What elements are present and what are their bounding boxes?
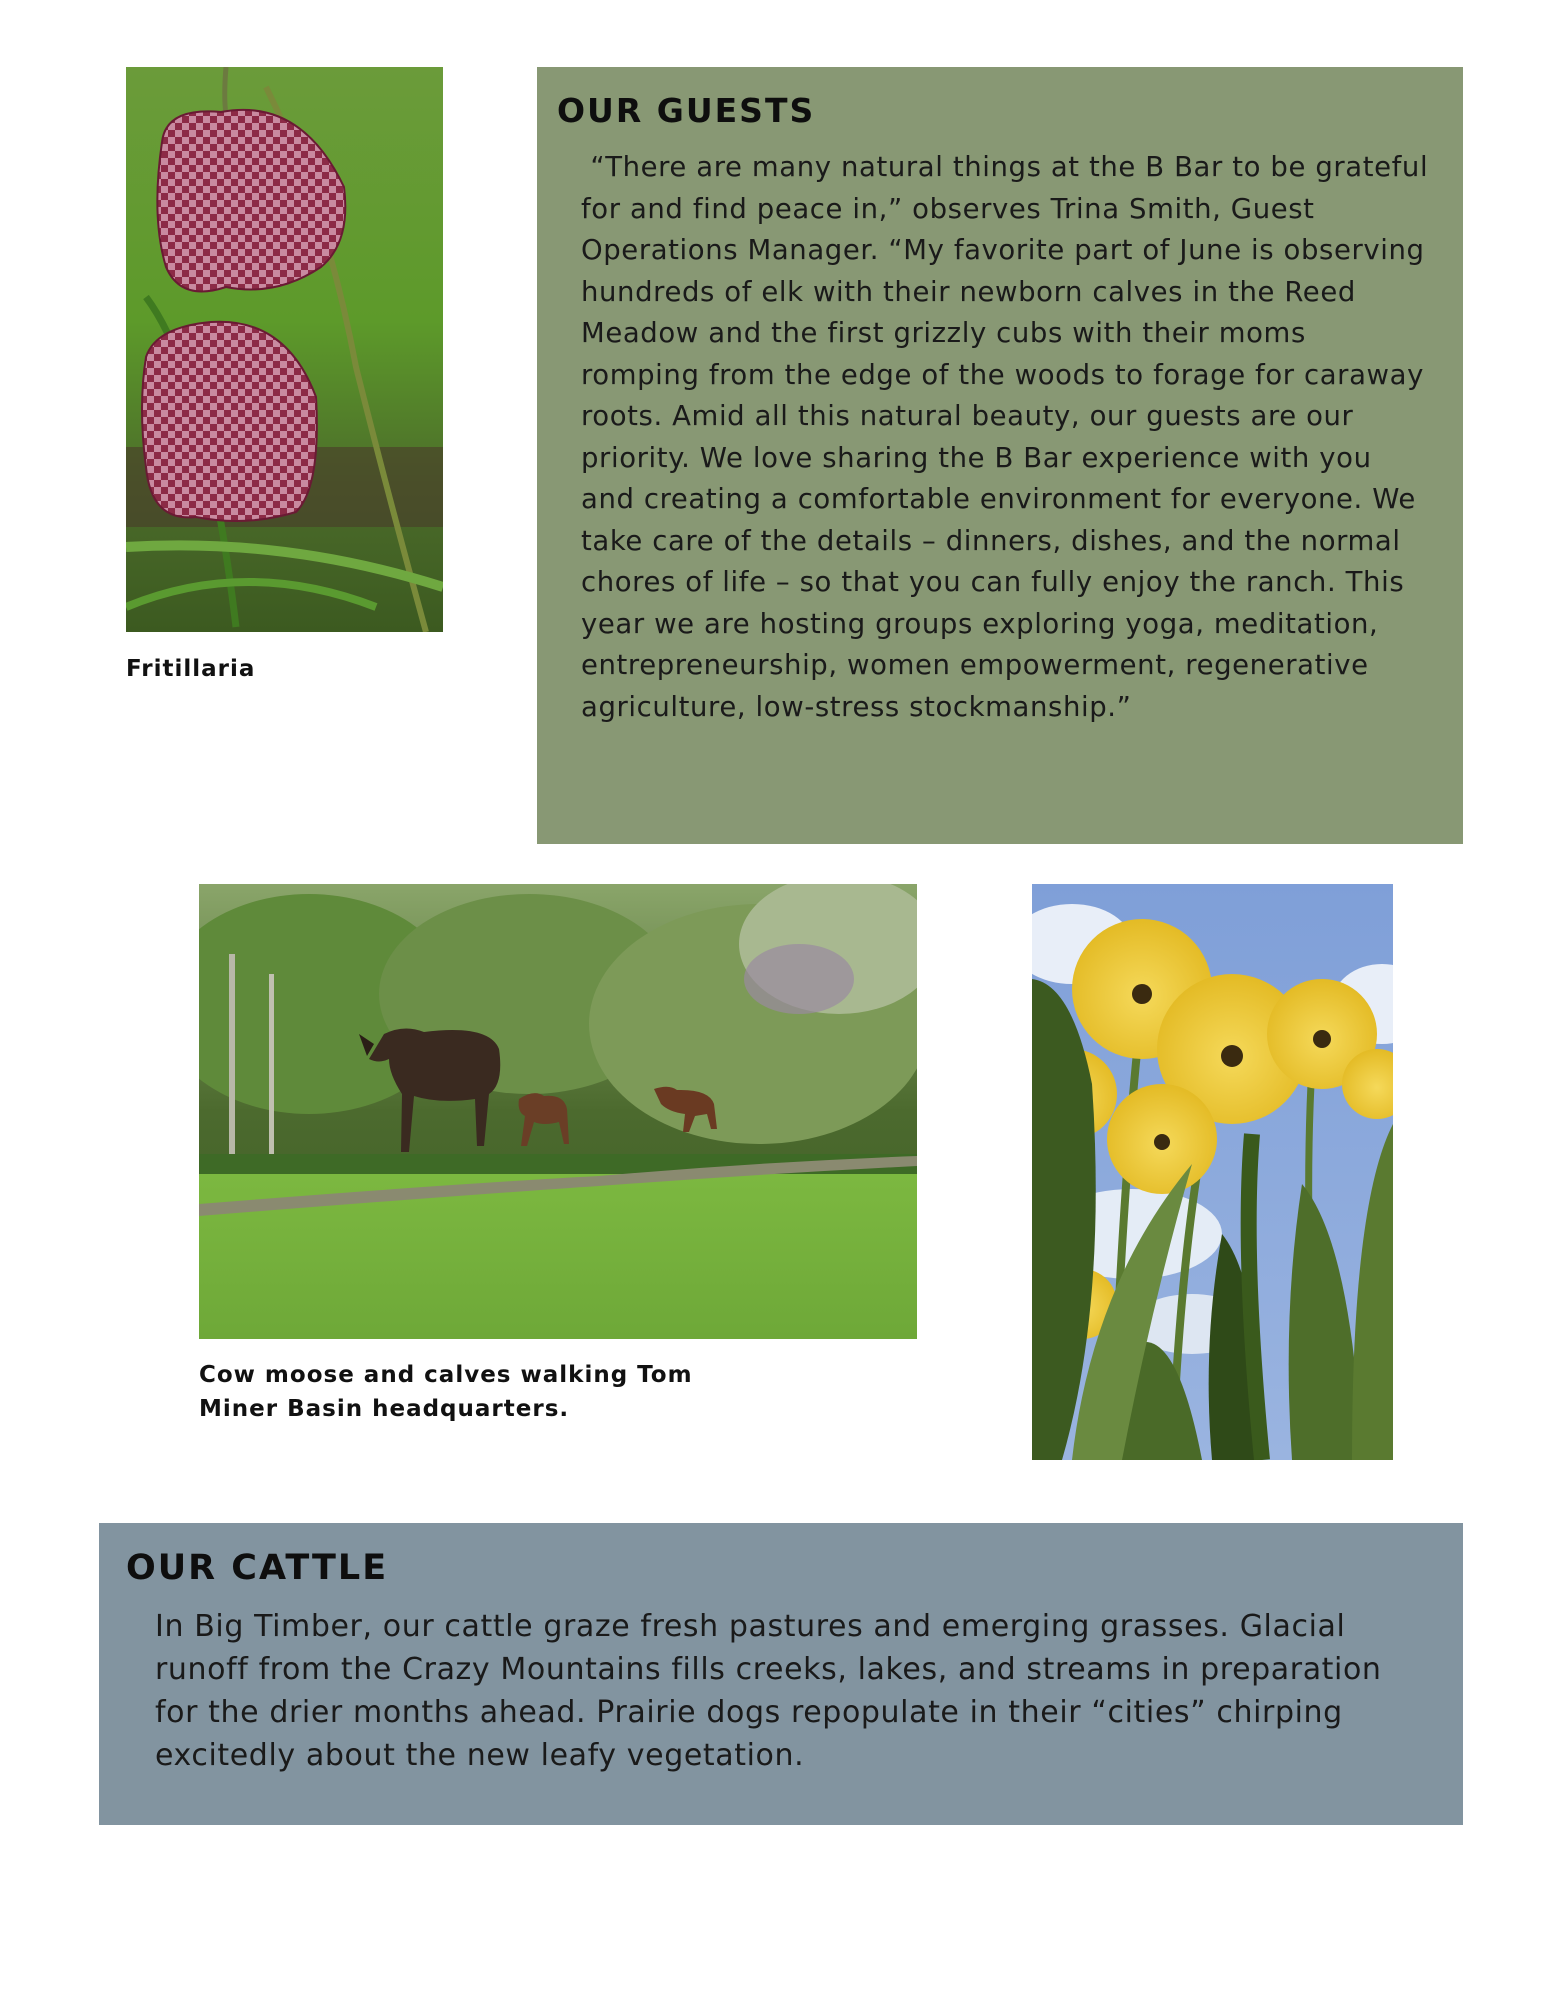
our-guests-text: “There are many natural things at the B Bar to be grateful for and find peace in,” observes Trina Smith, Guest Operations Manager. “My favorite part of June is observing hundreds of elk with their newborn calves in the Reed Meadow and the first grizzly cubs with their moms romping from the edge of the woods to forage for caraway roots. Amid all this natural beauty, our guests are our priority. We love sharing the B Bar experience with you and creating a comfortable environment for everyone. We take care of the details – dinners, dishes, and the normal chores of life – so that you can fully enjoy the ranch. This year we are hosting groups exploring yoga, meditation, entrepreneurship, women empowerment, regenerative agriculture, low-stress stockmanship.” bbox=[581, 151, 1429, 723]
moose-photo bbox=[199, 884, 917, 1339]
moose-caption: Cow moose and calves walking Tom Miner Basin headquarters. bbox=[199, 1362, 693, 1422]
our-cattle-heading: OUR CATTLE bbox=[126, 1548, 389, 1588]
our-guests-heading: OUR GUESTS bbox=[557, 91, 816, 130]
our-cattle-text: In Big Timber, our cattle graze fresh pastures and emerging grasses. Glacial runoff from the Crazy Mountains fills creeks, lakes, and streams in preparation for the drier months ahead. Prairie dogs repopulate in their “cities” chirping excitedly about the new leafy vegetation. bbox=[155, 1609, 1382, 1773]
fritillaria-photo bbox=[126, 67, 443, 632]
fritillaria-caption: Fritillaria bbox=[126, 656, 256, 682]
yellow-tulips-photo bbox=[1032, 884, 1393, 1460]
our-cattle-section bbox=[99, 1523, 1463, 1825]
our-guests-section bbox=[537, 67, 1463, 844]
